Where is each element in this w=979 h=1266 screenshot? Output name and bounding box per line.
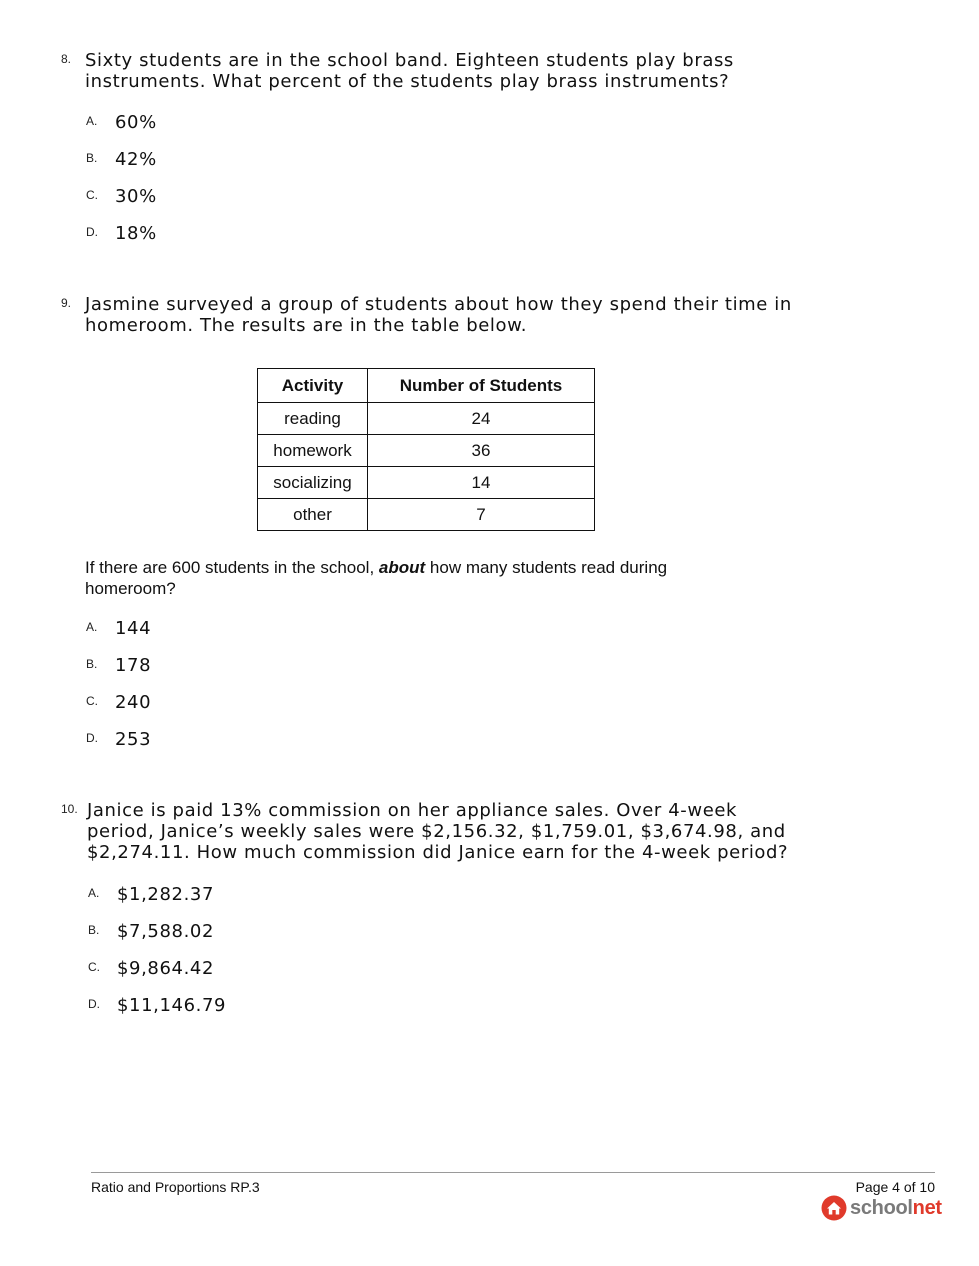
choice-letter: C. bbox=[88, 960, 100, 974]
question-followup bbox=[85, 557, 667, 599]
question-line: Jasmine surveyed a group of students about how they spend their time in bbox=[85, 294, 792, 315]
table-row bbox=[258, 403, 595, 435]
followup-line bbox=[85, 557, 667, 578]
table-cell: other bbox=[258, 499, 368, 531]
choice-letter: B. bbox=[86, 151, 98, 165]
choice-letter: C. bbox=[86, 188, 98, 202]
choice-text: $1,282.37 bbox=[117, 884, 215, 905]
table-cell: homework bbox=[258, 435, 368, 467]
choice-letter: B. bbox=[88, 923, 100, 937]
choice-letter: A. bbox=[88, 886, 100, 900]
choice-letter: A. bbox=[86, 114, 98, 128]
footer-title: Ratio and Proportions RP.3 bbox=[91, 1179, 260, 1195]
choice-text: $11,146.79 bbox=[117, 995, 227, 1016]
logo-text-school: school bbox=[850, 1196, 913, 1219]
choice-letter: D. bbox=[86, 731, 98, 745]
choice-letter: B. bbox=[86, 657, 98, 671]
question-number: 8. bbox=[61, 52, 72, 66]
page-indicator: Page 4 of 10 bbox=[855, 1179, 935, 1195]
table-cell: 24 bbox=[368, 403, 595, 435]
followup-line: homeroom? bbox=[85, 579, 176, 598]
choice-text: 178 bbox=[115, 655, 152, 676]
question-number: 10. bbox=[61, 802, 78, 816]
choice-text: 42% bbox=[115, 149, 157, 170]
question-line: period, Janice’s weekly sales were $2,156.32, $1,759.01, $3,674.98, and bbox=[87, 821, 786, 842]
emphasis-word: about bbox=[378, 558, 426, 577]
question-line: instruments. What percent of the students play brass instruments? bbox=[85, 71, 730, 92]
table-row bbox=[258, 499, 595, 531]
choice-text: 240 bbox=[115, 692, 152, 713]
choice-letter: D. bbox=[88, 997, 100, 1011]
choice-text: 30% bbox=[115, 186, 157, 207]
choice-letter: C. bbox=[86, 694, 98, 708]
question-line: Janice is paid 13% commission on her appliance sales. Over 4-week bbox=[87, 800, 738, 821]
table-cell: socializing bbox=[258, 467, 368, 499]
table-header-cell: Number of Students bbox=[368, 369, 595, 403]
table-cell: 14 bbox=[368, 467, 595, 499]
question-line: $2,274.11. How much commission did Janice earn for the 4-week period? bbox=[87, 842, 789, 863]
question-line: homeroom. The results are in the table below. bbox=[85, 315, 528, 336]
table-cell: reading bbox=[258, 403, 368, 435]
choice-text: 18% bbox=[115, 223, 157, 244]
choice-text: $7,588.02 bbox=[117, 921, 215, 942]
table-row bbox=[258, 467, 595, 499]
table-cell: 36 bbox=[368, 435, 595, 467]
question-text bbox=[85, 294, 792, 336]
choice-text: $9,864.42 bbox=[117, 958, 215, 979]
table-row bbox=[258, 435, 595, 467]
question-text bbox=[87, 800, 788, 863]
table-header-row bbox=[258, 369, 595, 403]
choice-text: 144 bbox=[115, 618, 152, 639]
choice-text: 253 bbox=[115, 729, 152, 750]
table-cell: 7 bbox=[368, 499, 595, 531]
followup-text: If there are 600 students in the school, bbox=[85, 558, 379, 577]
question-text bbox=[85, 50, 734, 92]
house-icon bbox=[821, 1195, 847, 1221]
table-header-cell: Activity bbox=[258, 369, 368, 403]
followup-text: how many students read during bbox=[425, 558, 668, 577]
choice-text: 60% bbox=[115, 112, 157, 133]
schoolnet-logo bbox=[821, 1194, 942, 1222]
survey-table bbox=[257, 368, 595, 531]
choice-letter: A. bbox=[86, 620, 98, 634]
logo-wordmark bbox=[850, 1197, 942, 1220]
logo-text-net: net bbox=[912, 1196, 942, 1219]
footer-divider bbox=[91, 1172, 935, 1173]
question-number: 9. bbox=[61, 296, 72, 310]
question-line: Sixty students are in the school band. Eighteen students play brass bbox=[85, 50, 734, 71]
choice-letter: D. bbox=[86, 225, 98, 239]
